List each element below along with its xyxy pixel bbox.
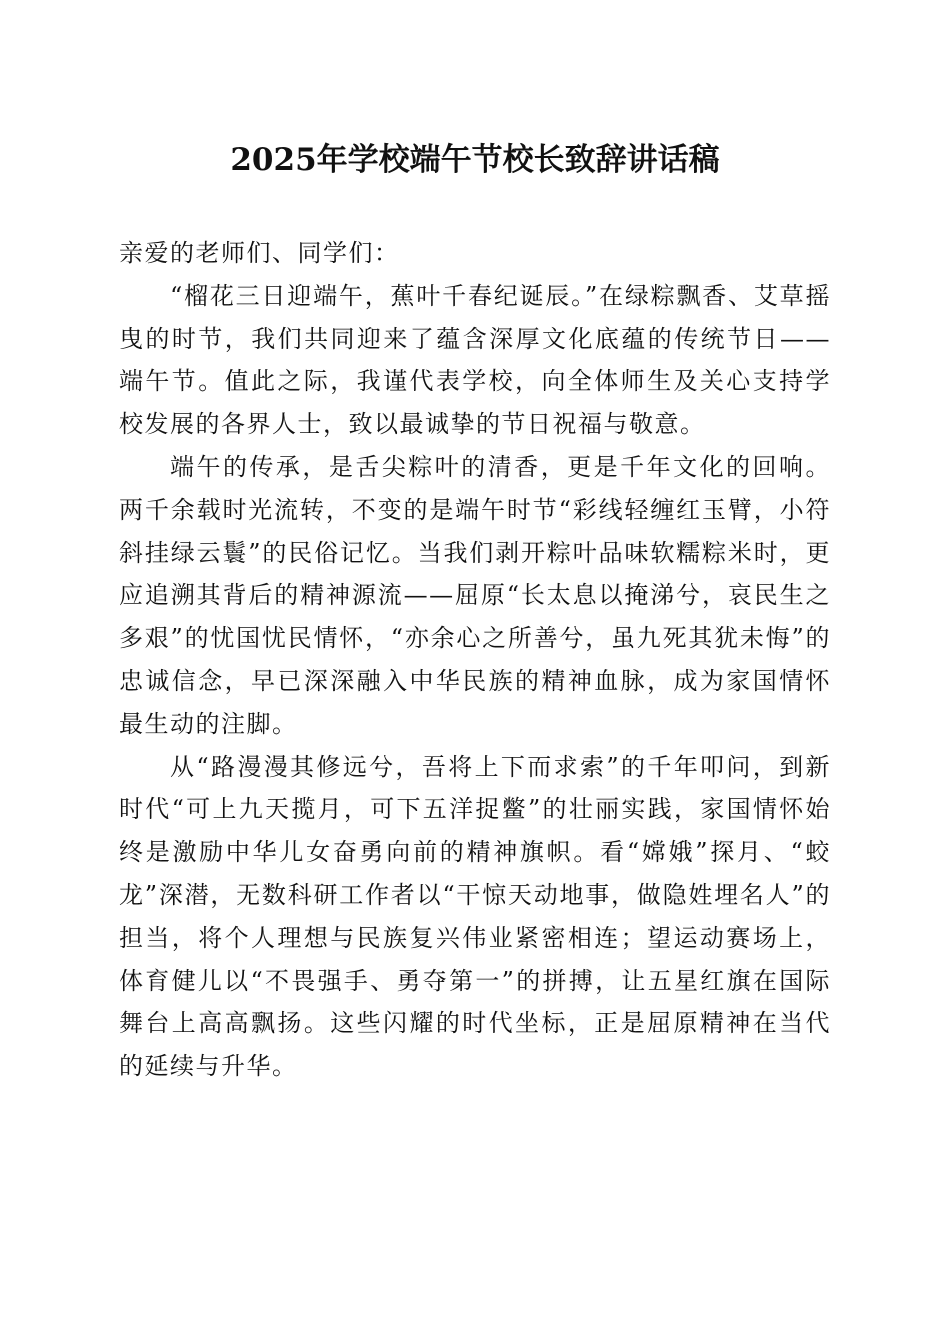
salutation: 亲爱的老师们、同学们：	[119, 239, 400, 267]
paragraph-2: 端午的传承，是舌尖粽叶的清香，更是千年文化的回响。两千余载时光流转，不变的是端午时节“彩线轻缠红玉臂，小符斜挂绿云鬟”的民俗记忆。当我们剥开粽叶品味软糯粽米时，更应追溯其背后的精神源流——屈原“长太息以掩涕兮，哀民生之多艰”的忧国忧民情怀，“亦余心之所善兮，虽九死其犹未悔”的忠诚信念，早已深深融入中华民族的精神血脉，成为家国情怀最生动的注脚。	[119, 452, 831, 738]
paragraph-3: 从“路漫漫其修远兮，吾将上下而求索”的千年叩问，到新时代“可上九天揽月，可下五洋捉鳖”的壮丽实践，家国情怀始终是激励中华儿女奋勇向前的精神旗帜。看“嫦娥”探月、“蛟龙”深潜，无数科研工作者以“干惊天动地事，做隐姓埋名人”的担当，将个人理想与民族复兴伟业紧密相连；望运动赛场上，体育健儿以“不畏强手、勇夺第一”的拼搏，让五星红旗在国际舞台上高高飘扬。这些闪耀的时代坐标，正是屈原精神在当代的延续与升华。	[119, 752, 831, 1081]
document-body	[119, 232, 831, 1088]
paragraph-1: “榴花三日迎端午，蕉叶千春纪诞辰。”在绿粽飘香、艾草摇曳的时节，我们共同迎来了蕴含深厚文化底蕴的传统节日——端午节。值此之际，我谨代表学校，向全体师生及关心支持学校发展的各界人士，致以最诚挚的节日祝福与敬意。	[119, 281, 831, 439]
document-title: 2025年学校端午节校长致辞讲话稿	[230, 142, 720, 178]
